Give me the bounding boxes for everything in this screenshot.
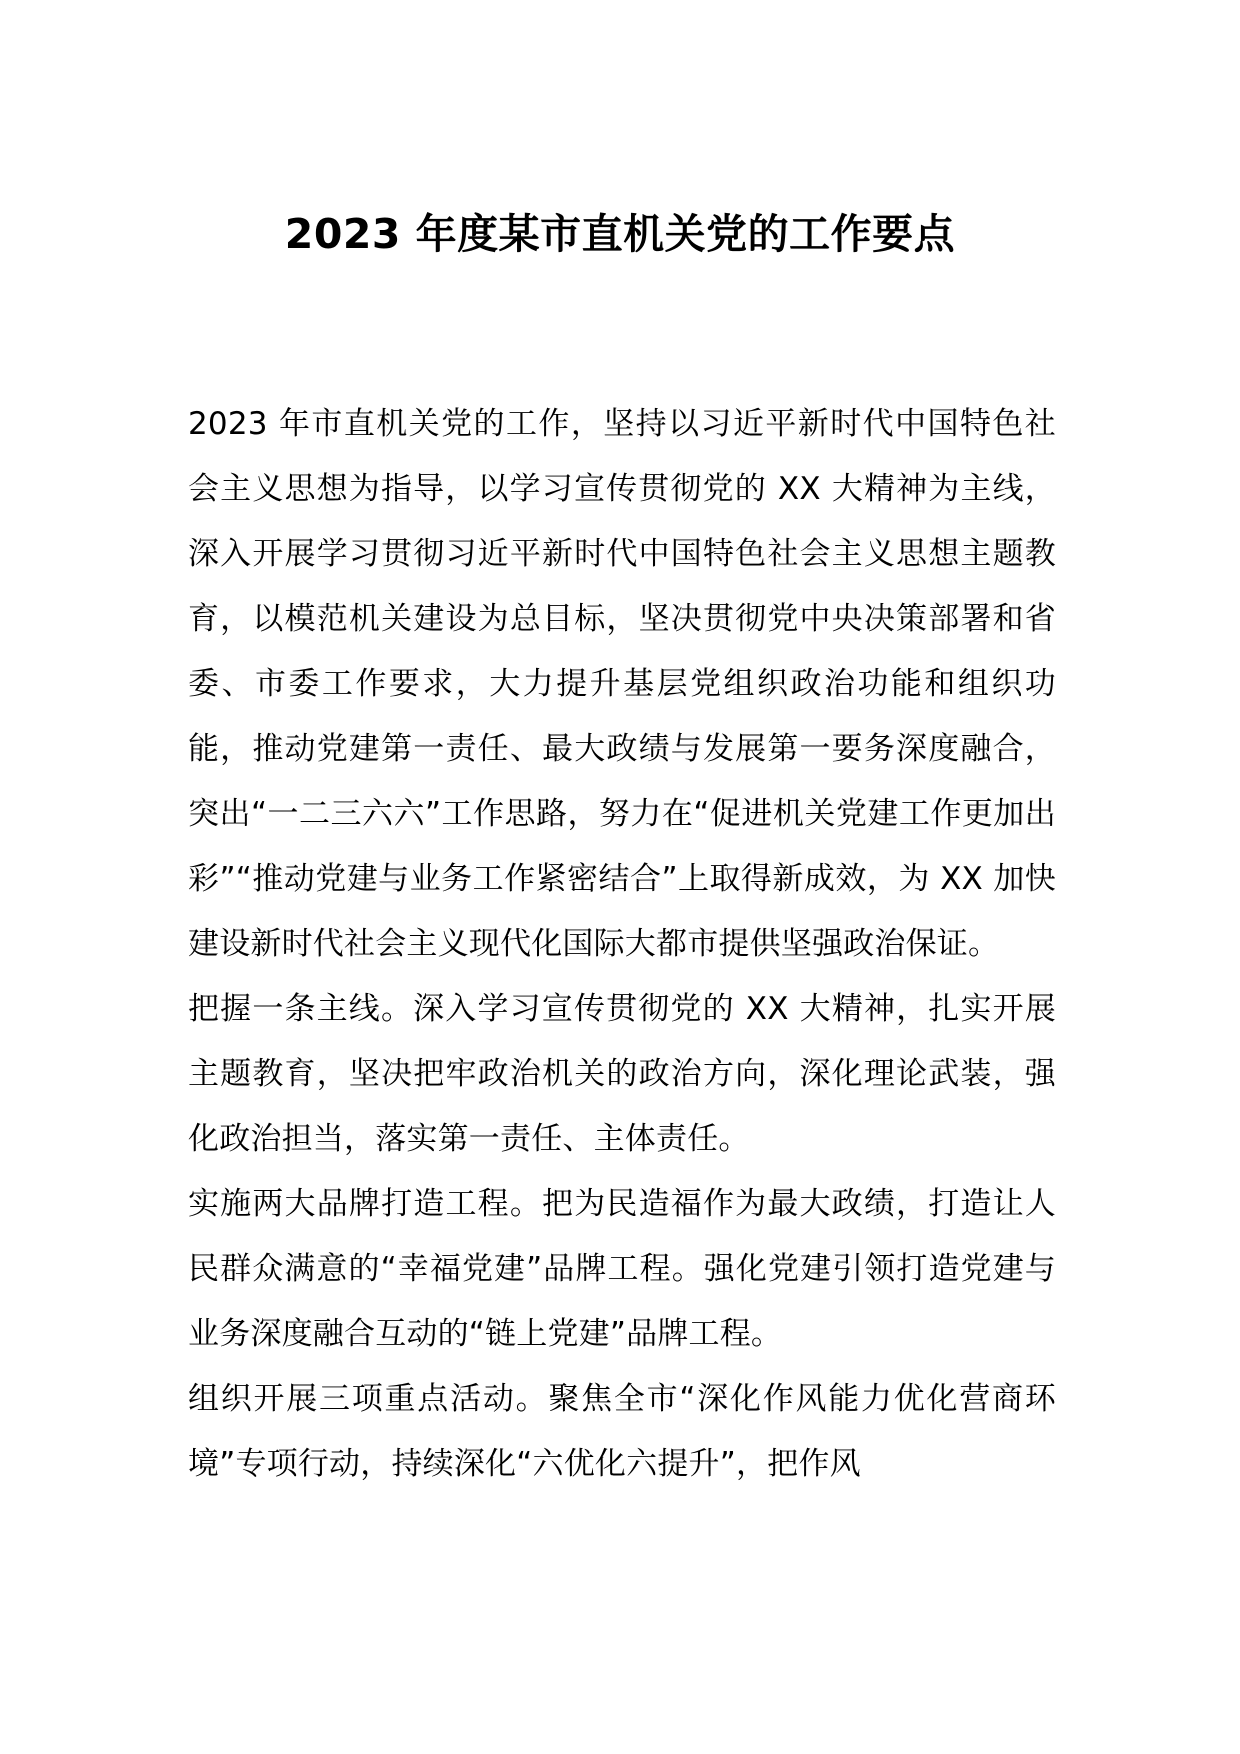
paragraph-intro: 2023 年市直机关党的工作，坚持以习近平新时代中国特色社会主义思想为指导，以学习宣传贯彻党的 XX 大精神为主线，深入开展学习贯彻习近平新时代中国特色社会主义思想主题教育，以模范机关建设为总目标，坚决贯彻党中央决策部署和省委、市委工作要求，大力提升基层党组织政治功能和组织功能，推动党建第一责任、最大政绩与发展第一要务深度融合，突出“一二三六六”工作思路，努力在“促进机关党建工作更加出彩”“推动党建与业务工作紧密结合”上取得新成效，为 XX 加快建设新时代社会主义现代化国际大都市提供坚强政治保证。	[188, 406, 1056, 962]
paragraph-main-line: 把握一条主线。深入学习宣传贯彻党的 XX 大精神，扎实开展主题教育，坚决把牢政治机关的政治方向，深化理论武装，强化政治担当，落实第一责任、主体责任。	[188, 991, 1056, 1157]
paragraph-brand-projects: 实施两大品牌打造工程。把为民造福作为最大政绩，打造让人民群众满意的“幸福党建”品牌工程。强化党建引领打造党建与业务深度融合互动的“链上党建”品牌工程。	[188, 1186, 1056, 1352]
document-body	[188, 392, 1056, 1497]
paragraph-key-activities: 组织开展三项重点活动。聚焦全市“深化作风能力优化营商环境”专项行动，持续深化“六优化六提升”，把作风	[188, 1381, 1056, 1482]
document-title: 2023 年度某市直机关党的工作要点	[284, 210, 956, 258]
